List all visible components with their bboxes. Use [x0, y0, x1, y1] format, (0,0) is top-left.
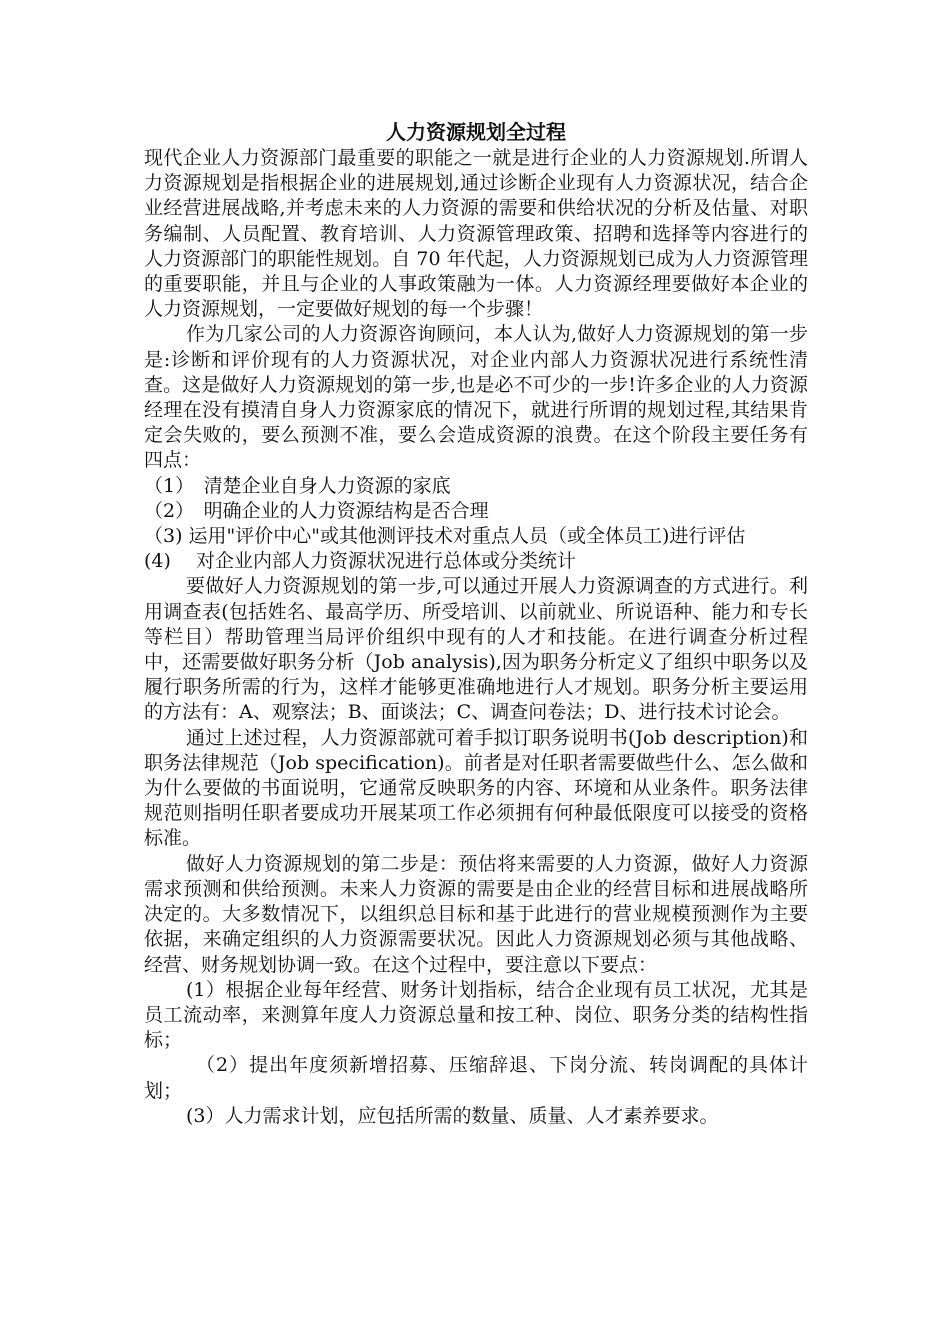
point-2-paragraph: （2）提出年度须新增招募、压缩辞退、下岗分流、转岗调配的具体计划； [144, 1054, 808, 1102]
list-item-3: （3) 运用"评价中心"或其他测评技术对重点人员（或全体员工)进行评估 [144, 525, 746, 548]
job-description-paragraph: 通过上述过程，人力资源部就可着手拟订职务说明书(Job description)和职务法律规范（Job specification)。前者是对任职者需要做些什么、怎么做和为什么要做的书面说明，它通常反映职务的内容、环境和从业条件。职务法律规范则指明任职者要成功开展某项工作必须拥有何种最低限度可以接受的资格标准。 [144, 726, 808, 850]
step-two-paragraph: 做好人力资源规划的第二步是：预估将来需要的人力资源，做好人力资源需求预测和供给预测。未来人力资源的需要是由企业的经营目标和进展战略所决定的。大多数情况下，以组织总目标和基于此进行的营业规模预测作为主要依据，来确定组织的人力资源需要状况。因此人力资源规划必须与其他战略、经营、财务规划协调一致。在这个过程中，要注意以下要点： [144, 852, 808, 976]
job-analysis-paragraph: 要做好人力资源规划的第一步,可以通过开展人力资源调查的方式进行。利用调查表(包括姓名、最高学历、所受培训、以前就业、所说语种、能力和专长等栏目）帮助管理当局评价组织中现有的人才和技能。在进行调查分析过程中，还需要做好职务分析（Job analysis),因为职务分析定义了组织中职务以及履行职务所需的行为，这样才能够更准确地进行人才规划。职务分析主要运用的方法有：A、观察法；B、面谈法；C、调查问卷法；D、进行技术讨论会。 [144, 575, 808, 724]
document-page [144, 118, 808, 1129]
list-item-4: (4) 对企业内部人力资源状况进行总体或分类统计 [144, 550, 576, 573]
list-item-2: （2） 明确企业的人力资源结构是否合理 [144, 499, 489, 522]
point-1-paragraph: (1）根据企业每年经营、财务计划指标，结合企业现有员工状况，尤其是员工流动率，来测算年度人力资源总量和按工种、岗位、职务分类的结构性指标； [144, 978, 808, 1052]
step-one-paragraph: 作为几家公司的人力资源咨询顾问，本人认为,做好人力资源规划的第一步是:诊断和评价现有的人力资源状况，对企业内部人力资源状况进行系统性清查。这是做好人力资源规划的第一步,也是必不可少的一步!许多企业的人力资源经理在没有摸清自身人力资源家底的情况下，就进行所谓的规划过程,其结果肯定会失败的，要么预测不准，要么会造成资源的浪费。在这个阶段主要任务有四点： [144, 323, 808, 472]
list-item-1: （1） 清楚企业自身人力资源的家底 [144, 474, 451, 497]
document-title: 人力资源规划全过程 [386, 120, 566, 144]
point-3-paragraph: (3）人力需求计划，应包括所需的数量、质量、人才素养要求。 [186, 1104, 719, 1127]
intro-paragraph: 现代企业人力资源部门最重要的职能之一就是进行企业的人力资源规划.所谓人力资源规划是指根据企业的进展规划,通过诊断企业现有人力资源状况，结合企业经营进展战略,并考虑未来的人力资源的需要和供给状况的分析及估量、对职务编制、人员配置、教育培训、人力资源管理政策、招聘和选择等内容进行的人力资源部门的职能性规划。自 70 年代起，人力资源规划已成为人力资源管理的重要职能，并且与企业的人事政策融为一体。人力资源经理要做好本企业的人力资源规划，一定要做好规划的每一个步骤！ [144, 147, 808, 321]
